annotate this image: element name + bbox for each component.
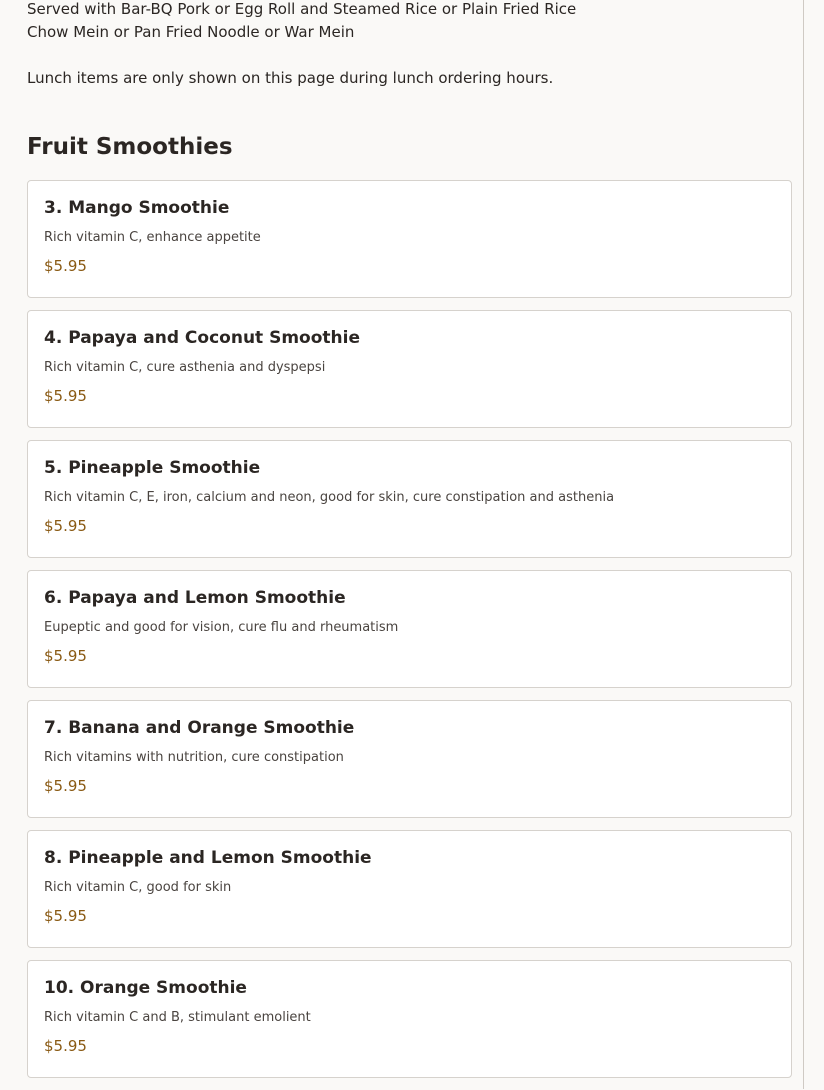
menu-item-name: 3. Mango Smoothie: [44, 198, 230, 218]
menu-item-name: 4. Papaya and Coconut Smoothie: [44, 328, 360, 348]
menu-item-description: Rich vitamin C and B, stimulant emolient: [44, 1010, 311, 1025]
menu-item-price: $5.95: [44, 387, 87, 405]
menu-item-description: Rich vitamin C, good for skin: [44, 880, 232, 895]
menu-item-price: $5.95: [44, 257, 87, 275]
menu-item-name: 10. Orange Smoothie: [44, 978, 247, 998]
menu-item-name: 8. Pineapple and Lemon Smoothie: [44, 848, 372, 868]
menu-item-card[interactable]: [27, 180, 792, 298]
menu-item-price: $5.95: [44, 647, 87, 665]
menu-item-name: 5. Pineapple Smoothie: [44, 458, 261, 478]
menu-item-card[interactable]: [27, 310, 792, 428]
menu-item-price: $5.95: [44, 777, 87, 795]
menu-item-price: $5.95: [44, 1037, 87, 1055]
menu-item-card[interactable]: [27, 960, 792, 1078]
menu-item-card[interactable]: [27, 440, 792, 558]
menu-item-price: $5.95: [44, 517, 87, 535]
lunch-served-with-text: Served with Bar-BQ Pork or Egg Roll and Steamed Rice or Plain Fried Rice: [27, 0, 577, 18]
lunch-hours-note: Lunch items are only shown on this page during lunch ordering hours.: [27, 69, 554, 87]
menu-item-name: 7. Banana and Orange Smoothie: [44, 718, 355, 738]
lunch-noodle-options-text: Chow Mein or Pan Fried Noodle or War Mein: [27, 23, 355, 41]
menu-item-card[interactable]: [27, 570, 792, 688]
menu-item-name: 6. Papaya and Lemon Smoothie: [44, 588, 346, 608]
menu-item-description: Rich vitamin C, cure asthenia and dyspepsi: [44, 360, 326, 375]
menu-item-card[interactable]: [27, 700, 792, 818]
menu-item-description: Eupeptic and good for vision, cure flu and rheumatism: [44, 620, 399, 635]
menu-item-list: [27, 180, 792, 1090]
menu-item-card[interactable]: [27, 830, 792, 948]
menu-item-description: Rich vitamin C, E, iron, calcium and neon, good for skin, cure constipation and asthenia: [44, 490, 615, 505]
menu-item-description: Rich vitamin C, enhance appetite: [44, 230, 261, 245]
menu-item-price: $5.95: [44, 907, 87, 925]
section-title-fruit-smoothies: Fruit Smoothies: [27, 134, 233, 160]
menu-item-description: Rich vitamins with nutrition, cure constipation: [44, 750, 344, 765]
